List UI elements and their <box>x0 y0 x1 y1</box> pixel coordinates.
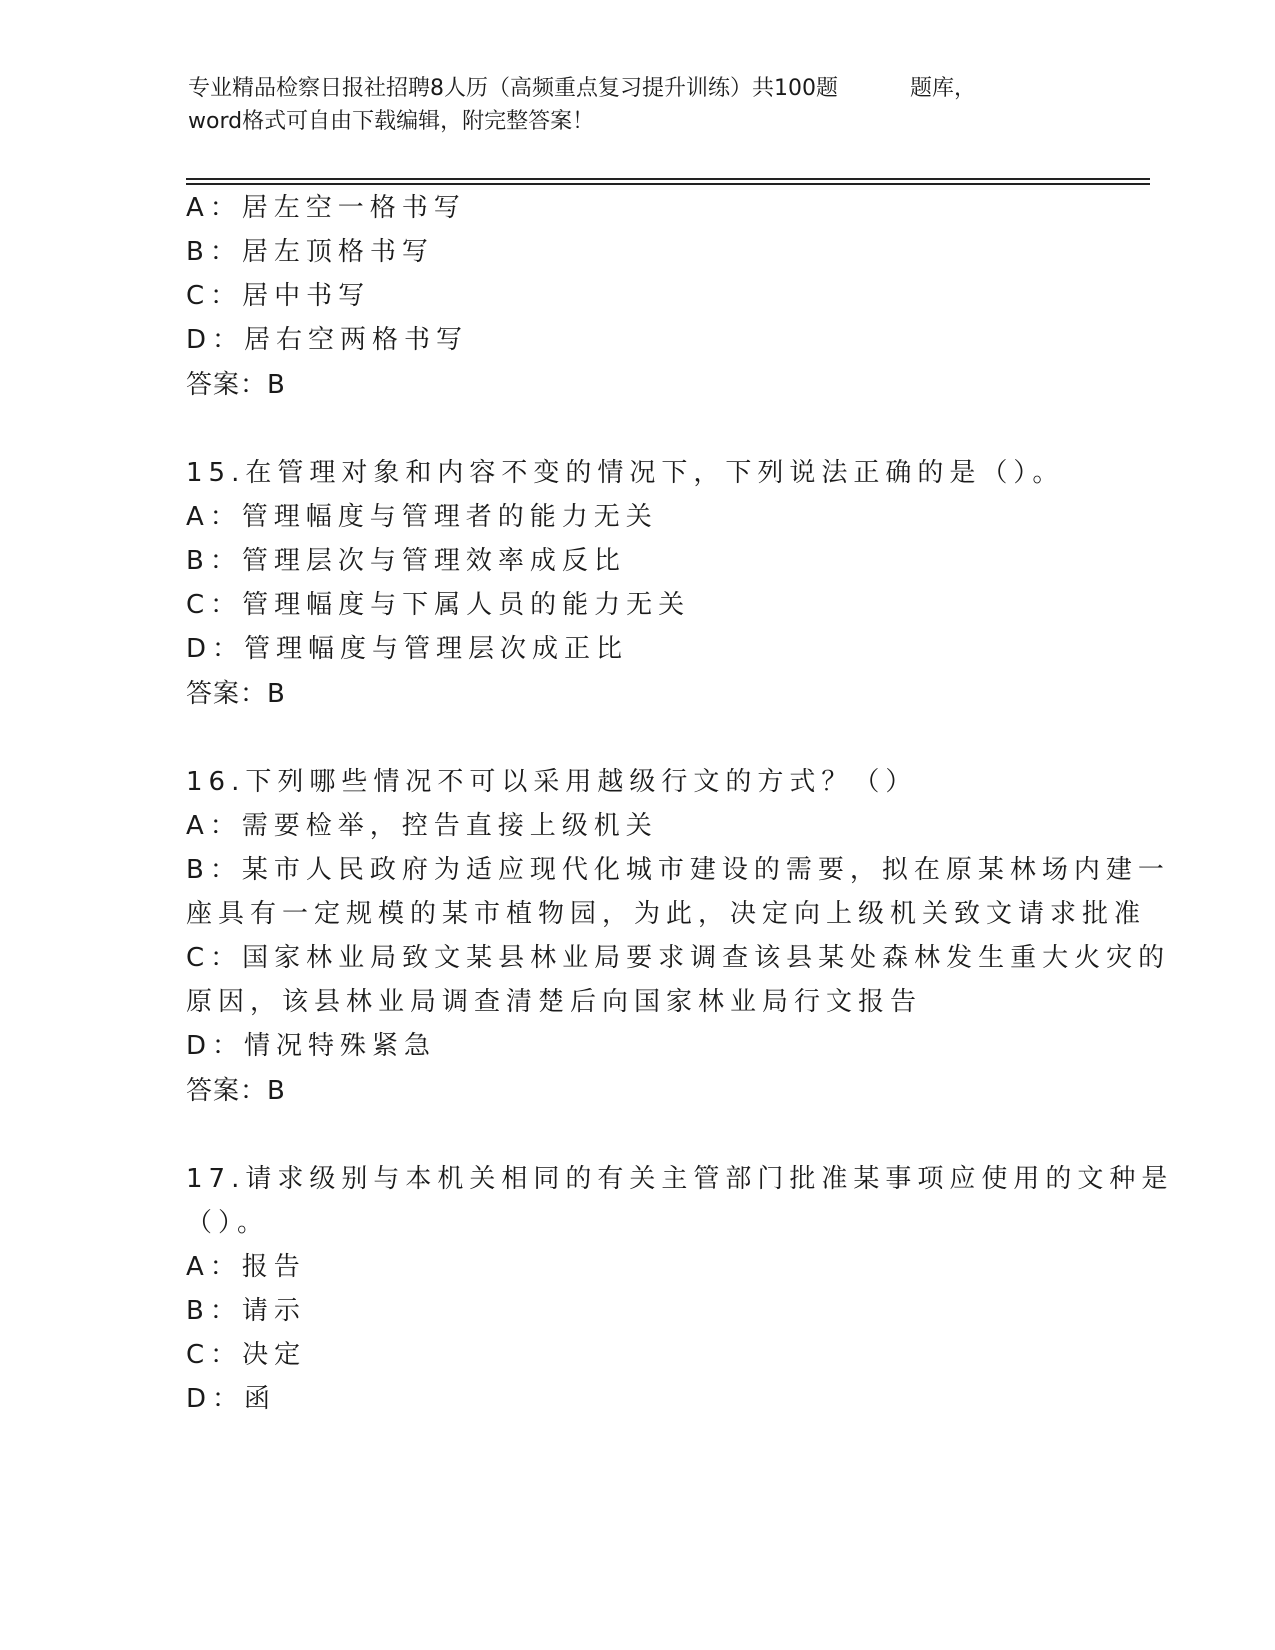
q16-stem: 16.下列哪些情况不可以采用越级行文的方式？（） <box>186 767 918 797</box>
q16-option-d: D：情况特殊紧急 <box>186 1031 437 1061</box>
q15-option-b: B：管理层次与管理效率成反比 <box>186 546 626 576</box>
document-header <box>188 72 1088 138</box>
q17-option-b: B：请示 <box>186 1296 306 1326</box>
prev-option-d: D：居右空两格书写 <box>186 325 469 355</box>
q17-option-d: D：函 <box>186 1384 277 1414</box>
q16-option-b-line-2: 座具有一定规模的某市植物园，为此，决定向上级机关致文请求批准 <box>186 899 1147 929</box>
q17-option-a: A：报告 <box>186 1252 306 1282</box>
q15-option-a: A：管理幅度与管理者的能力无关 <box>186 502 658 532</box>
q15-stem: 15.在管理对象和内容不变的情况下，下列说法正确的是（）。 <box>186 458 1065 488</box>
q16-answer: 答案：B <box>186 1076 286 1106</box>
header-line-2: word格式可自由下载编辑，附完整答案！ <box>188 109 595 134</box>
prev-option-a: A：居左空一格书写 <box>186 193 466 223</box>
q16-option-c-line-1: C：国家林业局致文某县林业局要求调查该县某处森林发生重大火灾的 <box>186 943 1171 973</box>
q17-option-c: C：决定 <box>186 1340 307 1370</box>
q15-option-c: C：管理幅度与下属人员的能力无关 <box>186 590 691 620</box>
header-title-suffix: 题库， <box>910 76 977 101</box>
q15-answer: 答案：B <box>186 679 286 709</box>
header-title: 专业精品检察日报社招聘8人历（高频重点复习提升训练）共100题 <box>188 76 838 101</box>
header-line-1 <box>188 72 1088 105</box>
q16-option-a: A：需要检举，控告直接上级机关 <box>186 811 658 841</box>
q17-stem-line-1: 17.请求级别与本机关相同的有关主管部门批准某事项应使用的文种是 <box>186 1164 1174 1194</box>
header-divider-top <box>186 178 1150 180</box>
q16-option-c-line-2: 原因，该县林业局调查清楚后向国家林业局行文报告 <box>186 987 923 1017</box>
prev-option-b: B：居左顶格书写 <box>186 237 434 267</box>
q15-option-d: D：管理幅度与管理层次成正比 <box>186 634 629 664</box>
header-divider-bottom <box>186 183 1150 185</box>
prev-option-c: C：居中书写 <box>186 281 371 311</box>
prev-answer: 答案：B <box>186 370 286 400</box>
q16-option-b-line-1: B：某市人民政府为适应现代化城市建设的需要，拟在原某林场内建一 <box>186 855 1170 885</box>
q17-stem-line-2: （）。 <box>186 1208 270 1238</box>
